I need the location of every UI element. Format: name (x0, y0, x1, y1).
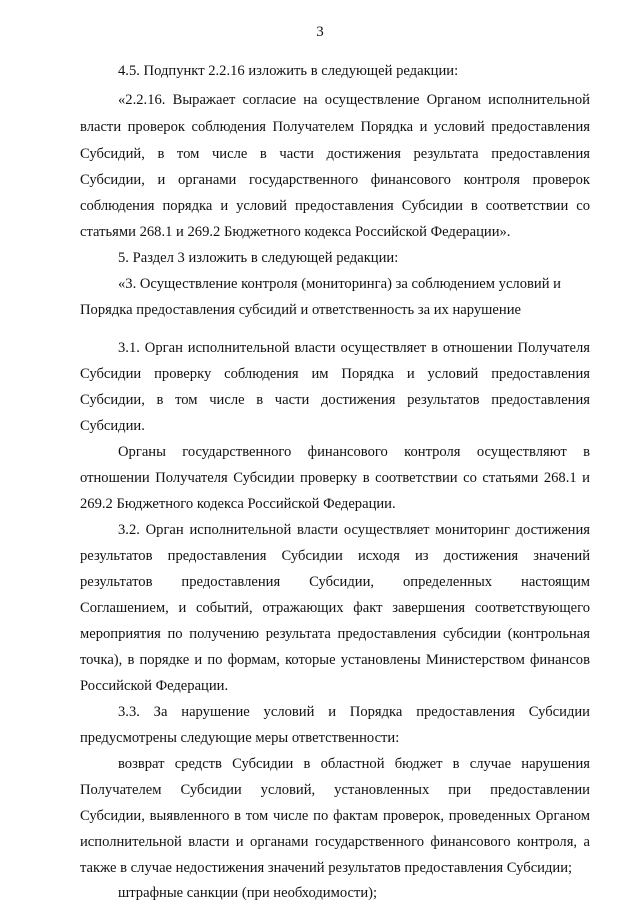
paragraph-line: предусмотрены следующие меры ответственности: (80, 730, 400, 746)
paragraph-line: 3.2. Орган исполнительной власти осуществляет мониторинг достижения (118, 522, 590, 538)
paragraph-line: Субсидий, в том числе в части достижения результата предоставления (80, 146, 590, 162)
paragraph-line: штрафные санкции (при необходимости); (118, 885, 378, 901)
paragraph-line: 3.1. Орган исполнительной власти осуществляет в отношении Получателя (118, 340, 590, 356)
paragraph-line: 4.5. Подпункт 2.2.16 изложить в следующей редакции: (118, 63, 459, 79)
paragraph-line: мероприятия по получению результата предоставления субсидии (контрольная (80, 626, 590, 642)
paragraph-line: 5. Раздел 3 изложить в следующей редакции: (118, 250, 399, 266)
paragraph-line: Органы государственного финансового контроля осуществляют в (118, 444, 590, 460)
paragraph-line: Соглашением, и событий, отражающих факт завершения соответствующего (80, 600, 590, 616)
paragraph-line: возврат средств Субсидии в областной бюджет в случае нарушения (118, 756, 590, 772)
paragraph-line: Российской Федерации. (80, 678, 229, 694)
section-heading-line: «3. Осуществление контроля (мониторинга) за соблюдением условий и (118, 276, 561, 292)
paragraph-line: исполнительной власти и органами государственного финансового контроля, а (80, 834, 590, 850)
paragraph-line: Субсидии. (80, 418, 145, 434)
paragraph-line: отношении Получателя Субсидии проверку в соответствии со статьями 268.1 и (80, 470, 590, 486)
paragraph-line: Субсидии, в том числе в части достижения результатов предоставления (80, 392, 590, 408)
paragraph-line: также в случае недостижения значений результатов предоставления Субсидии; (80, 860, 573, 876)
paragraph-line: Субсидии, выявленного в том числе по фактам проверок, проведенных Органом (80, 808, 590, 824)
page-number: 3 (316, 24, 324, 40)
paragraph-line: Субсидии проверку соблюдения им Порядка и условий предоставления (80, 366, 590, 382)
paragraph-line: 3.3. За нарушение условий и Порядка предоставления Субсидии (118, 704, 590, 720)
paragraph-line: Получателем Субсидии условий, установленных при предоставлении (80, 782, 590, 798)
paragraph-line: Субсидии, и органами государственного финансового контроля проверок (80, 172, 590, 188)
paragraph-line: соблюдения порядка и условий предоставления Субсидии в соответствии со (80, 198, 590, 214)
section-heading-line: Порядка предоставления субсидий и ответственность за их нарушение (80, 302, 521, 318)
paragraph-line: «2.2.16. Выражает согласие на осуществление Органом исполнительной (118, 92, 590, 108)
paragraph-line: 269.2 Бюджетного кодекса Российской Федерации. (80, 496, 396, 512)
paragraph-line: власти проверок соблюдения Получателем Порядка и условий предоставления (80, 119, 590, 135)
paragraph-line: точка), в порядке и по формам, которые установлены Министерством финансов (80, 652, 590, 668)
paragraph-line: результатов предоставления Субсидии, определенных настоящим (80, 574, 590, 590)
paragraph-line: результатов предоставления Субсидии исходя из достижения значений (80, 548, 590, 564)
paragraph-line: статьями 268.1 и 269.2 Бюджетного кодекса Российской Федерации». (80, 224, 511, 240)
